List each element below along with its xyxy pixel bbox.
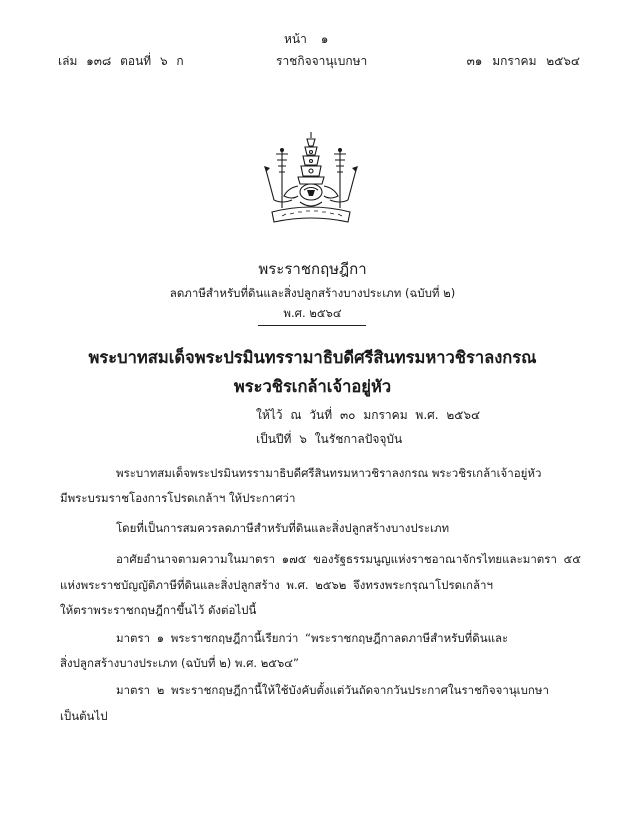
decree-year: พ.ศ. ๒๕๖๔ (283, 306, 342, 320)
preamble-line1: พระบาทสมเด็จพระปรมินทรรามาธิบดีศรีสินทรมหาวชิราลงกรณ พระวชิรเกล้าเจ้าอยู่หัว (116, 466, 542, 480)
volume-issue: เล่ม ๑๓๘ ตอนที่ ๖ ก (58, 54, 184, 68)
publication-date: ๓๑ มกราคม ๒๕๖๔ (466, 54, 580, 68)
king-name-line2: พระวชิรเกล้าเจ้าอยู่หัว (233, 377, 392, 396)
page-number (284, 30, 328, 49)
page-number-value: ๑ (320, 32, 329, 46)
section1-line1: มาตรา ๑ พระราชกฤษฎีกานี้เรียกว่า “พระราชกฤษฎีกาลดภาษีสำหรับที่ดินและ (116, 631, 509, 645)
authority-line2: แห่งพระราชบัญญัติภาษีที่ดินและสิ่งปลูกสร้าง พ.ศ. ๒๕๖๒ จึงทรงพระกรุณาโปรดเกล้าฯ (60, 578, 493, 592)
king-name-line1: พระบาทสมเด็จพระปรมินทรรามาธิบดีศรีสินทรมหาวชิราลงกรณ (88, 348, 537, 367)
page-label: หน้า (284, 32, 307, 46)
section1-line2: สิ่งปลูกสร้างบางประเภท (ฉบับที่ ๒) พ.ศ. ๒๕๖๔” (60, 656, 299, 670)
preamble-line2: มีพระบรมราชโองการโปรดเกล้าฯ ให้ประกาศว่า (60, 491, 296, 505)
authority-line1: อาศัยอำนาจตามความในมาตรา ๑๗๕ ของรัฐธรรมนูญแห่งราชอาณาจักรไทยและมาตรา ๕๕ (116, 552, 581, 566)
reign-year: เป็นปีที่ ๖ ในรัชกาลปัจจุบัน (256, 432, 403, 446)
rationale-paragraph: โดยที่เป็นการสมควรลดภาษีสำหรับที่ดินและสิ่งปลูกสร้างบางประเภท (116, 521, 450, 535)
royal-seal-icon (252, 130, 370, 230)
section2-line2: เป็นต้นไป (60, 709, 108, 723)
given-date: ให้ไว้ ณ วันที่ ๓๐ มกราคม พ.ศ. ๒๕๖๔ (256, 408, 481, 422)
section2-line1: มาตรา ๒ พระราชกฤษฎีกานี้ให้ใช้บังคับตั้งแต่วันถัดจากวันประกาศในราชกิจจานุเบกษา (116, 683, 549, 697)
decree-type: พระราชกฤษฎีกา (258, 260, 367, 278)
decree-subject: ลดภาษีสำหรับที่ดินและสิ่งปลูกสร้างบางประเภท (ฉบับที่ ๒) (169, 286, 456, 300)
gazette-name: ราชกิจจานุเบกษา (276, 54, 368, 68)
authority-line3: ให้ตราพระราชกฤษฎีกาขึ้นไว้ ดังต่อไปนี้ (60, 603, 257, 617)
title-divider (258, 325, 366, 326)
